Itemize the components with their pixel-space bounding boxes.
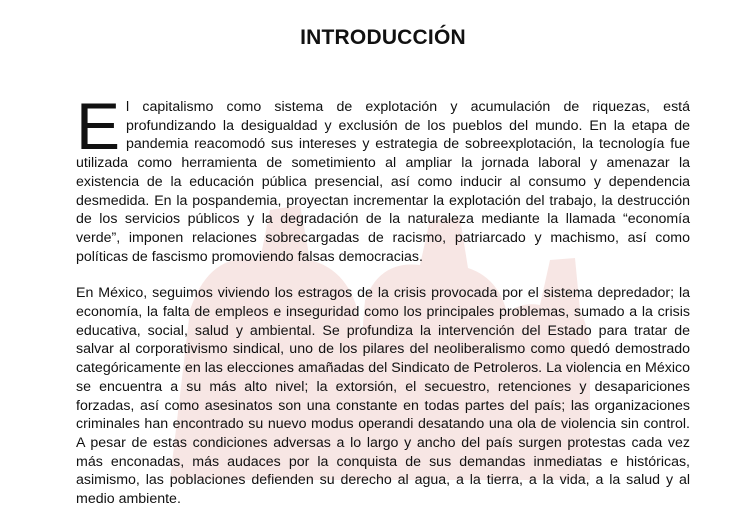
document-page — [76, 0, 690, 509]
paragraph-1 — [76, 89, 690, 266]
page-title: INTRODUCCIÓN — [300, 26, 466, 49]
drop-cap: E — [76, 89, 121, 163]
paragraph-2: En México, seguimos viviendo los estragos de la crisis provocada por el sistema depredador; la economía, la falta de empleos e inseguridad como los principales problemas, sumado a la crisis educativa, social, salud y ambiental. Se profundiza la intervención del Estado para tratar de salvar al corporativismo sindical, uno de los pilares del neoliberalismo como quedó demostrado categóricamente en las elecciones amañadas del Sindicato de Petroleros. La violencia en México se encuentra a su más alto nivel; la extorsión, el secuestro, retenciones y desapariciones forzadas, así como asesinatos son una constante en todas partes del país; las organizaciones criminales han encontrado su nuevo modus operandi desatando una ola de violencia sin control. A pesar de estas condiciones adversas a lo largo y ancho del país surgen protestas cada vez más enconadas, más audaces por la conquista de sus demandas inmediatas e históricas, asimismo, las poblaciones defienden su derecho al agua, a la tierra, a la vida, a la salud y al medio ambiente. — [76, 285, 690, 508]
paragraph-1-text: l capitalismo como sistema de explotación y acumulación de riquezas, está profundizando la desigualdad y exclusión de los pueblos del mundo. En la etapa de pandemia reacomodó sus intereses y estrategia de sobreexplotación, la tecnología fue utilizada como herramienta de sometimiento al ampliar la jornada laboral y amenazar la existencia de la educación pública presencial, así como inducir al consumo y dependencia desmedida. En la pospandemia, proyectan incrementar la explotación del trabajo, la destrucción de los servicios públicos y la degradación de la naturaleza mediante la llamada “economía verde”, imponen relaciones sobrecargadas de racismo, patriarcado y machismo, así como políticas de fascismo promoviendo falsas democracias. — [76, 99, 690, 265]
